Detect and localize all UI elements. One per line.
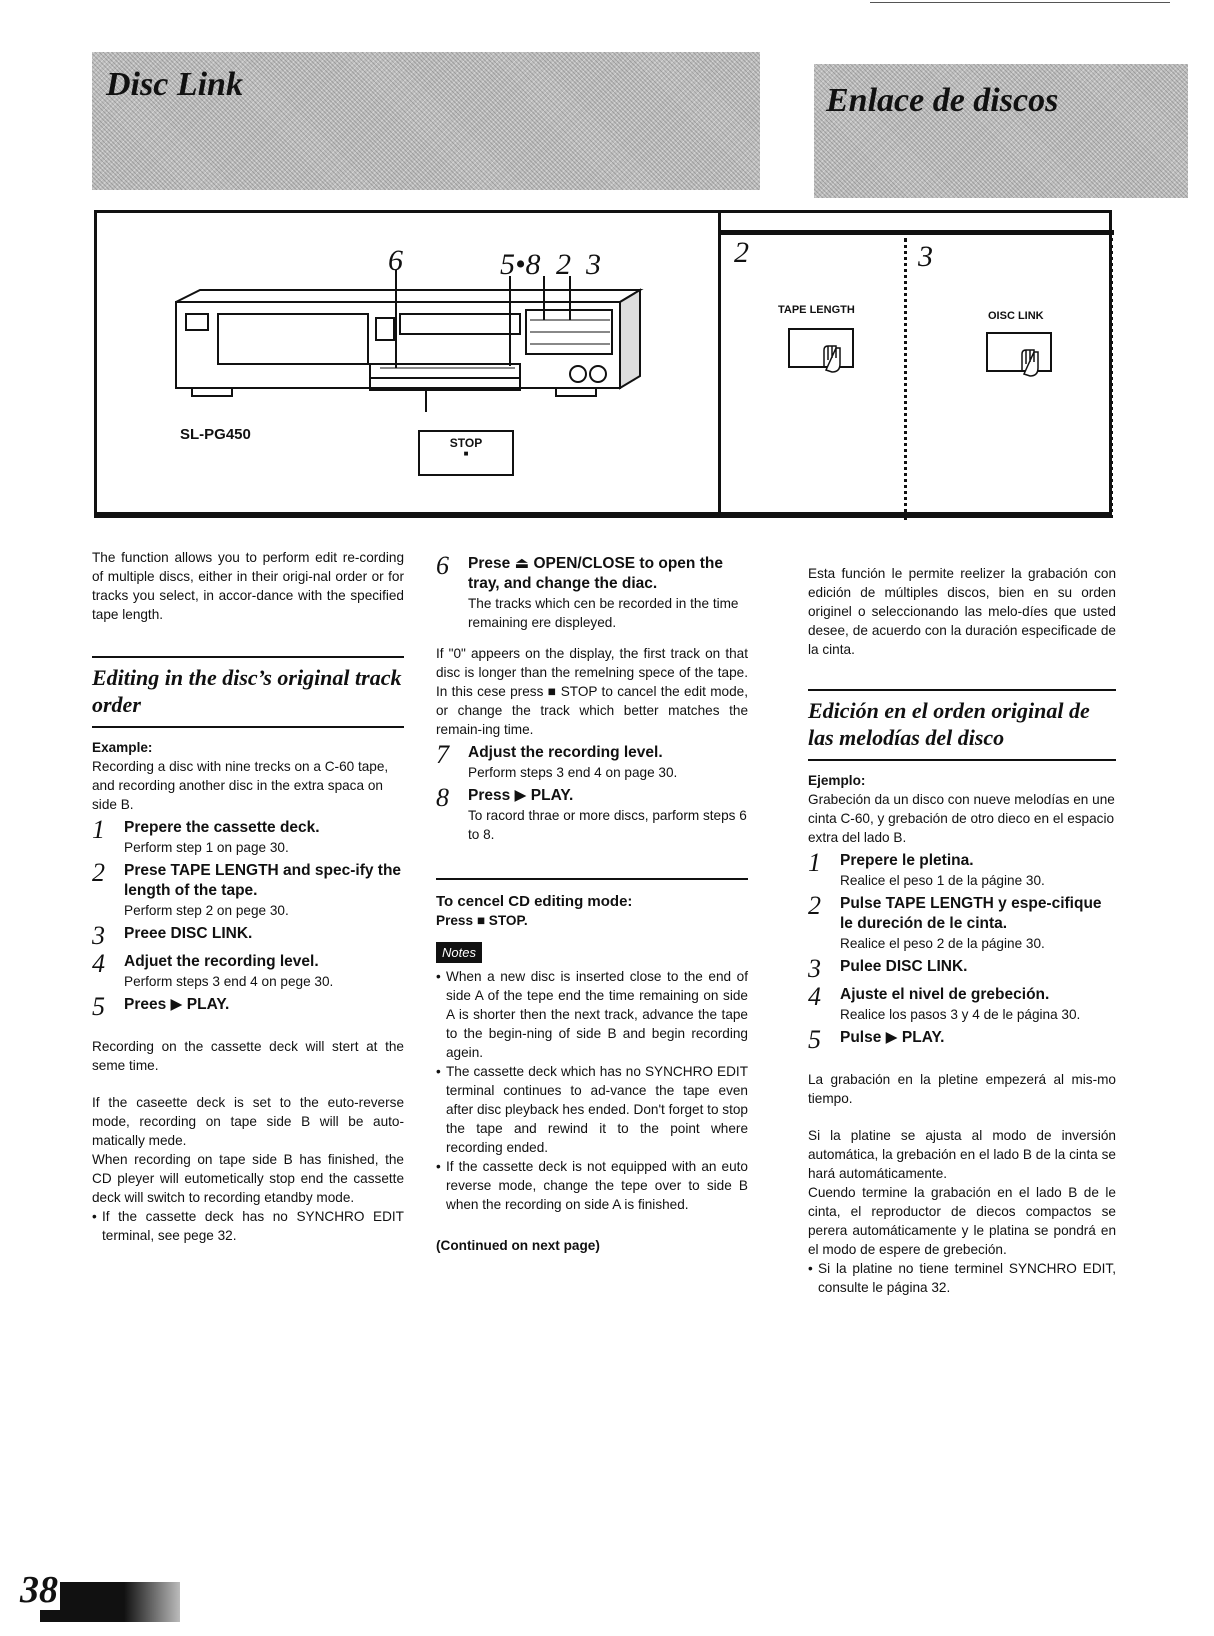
figure-top-rule-thick [720, 230, 1114, 235]
example-label: Example: [92, 740, 153, 755]
callout-5-8: 5•8 [500, 248, 541, 281]
step-item: 3 Pulee DISC LINK. [808, 954, 968, 983]
example-text: Grabeción da un disco con nueve melodías en une cinta C-60, y grebación de otro dieco en el espacio extra del lado B. [808, 792, 1115, 845]
paragraph: Cuendo termine la grabación en el lado B de le cinta, el reproductor de diecos compactos se perera automáticamente y le platina se pondrá en el modo de espere de grebeción. [808, 1185, 1116, 1257]
disc-link-button [986, 332, 1052, 372]
step-item: 7 Adjust the recording level. Perform steps 3 end 4 on page 30. [436, 740, 678, 780]
intro-text: Esta función le permite reelizer la grabación con edición de múltiples discos, bien en su orden originel o seleccionando las melo-díes que usted desee, de acuerdo con la duración especificade de la cinta. [808, 566, 1116, 657]
pressing-hand-icon [1016, 340, 1056, 380]
stop-box [418, 430, 514, 476]
top-edge-line [870, 2, 1170, 3]
column-english [92, 548, 404, 1245]
step-item: 8 Press ▶ PLAY. To racord thrae or more discs, parform steps 6 to 8. [436, 783, 747, 842]
bullet-item: • Si la platine no tiene terminel SYNCHRO EDIT, consulte le página 32. [808, 1261, 1116, 1295]
step-item: 3 Preee DISC LINK. [92, 921, 253, 950]
column-middle [436, 551, 748, 1255]
page-title-en: Disc Link [106, 66, 243, 103]
paragraph: Si la platine se ajusta al modo de inversión automática, la grebación en el lado B de la cinta se hará automáticamente. [808, 1128, 1116, 1181]
step-item: 4 Ajuste el nivel de grebeción. Realice los pasos 3 y 4 de le página 30. [808, 982, 1081, 1022]
callout-3: 3 [586, 248, 601, 281]
stop-symbol: ■ [463, 449, 469, 458]
stop-label: STOP [449, 436, 483, 450]
paragraph: If the caseette deck is set to the euto-reverse mode, recording on tape side B will be auto-matically mede. [92, 1095, 404, 1148]
cancel-action: Press ■ STOP. [436, 913, 528, 928]
callout-6: 6 [388, 244, 403, 277]
step-item: 2 Pulse TAPE LENGTH y espe-cifique le dureción de le cinta. Realice el peso 2 de la págine 30. [808, 891, 1102, 951]
paragraph: If "0" appeers on the display, the first track on that disc is longer than the remelning spece of the tape. In this cese press ■ STOP to cancel the edit mode, or change the track which better matches the remain-ing time. [436, 646, 748, 737]
notes-badge: Notes [436, 942, 482, 963]
paragraph: La grabación en la pletine empezerá al mis-mo tiempo. [808, 1072, 1116, 1106]
section-heading: Editing in the disc’s original track order [92, 656, 404, 728]
column-spanish [808, 564, 1116, 1297]
bullet-item: • If the cassette deck has no SYNCHRO EDIT terminal, see pege 32. [92, 1209, 404, 1243]
model-label: SL-PG450 [180, 426, 251, 443]
step-item: 2 Prese TAPE LENGTH and spec-ify the length of the tape. Perform step 2 on pege 30. [92, 858, 402, 918]
paragraph: Recording on the cassette deck will stert at the seme time. [92, 1039, 404, 1073]
step-item: 1 Prepere le pletina. Realice el peso 1 de la págine 30. [808, 848, 1045, 888]
panel-2-number: 2 [734, 236, 749, 269]
pressing-hand-icon [818, 336, 858, 376]
step-item: 6 Prese ⏏ OPEN/CLOSE to open the tray, and change the diac. The tracks which cen be recorded in the time remaining ere displeyed. [436, 551, 739, 630]
cancel-title: To cencel CD editing mode: [436, 893, 633, 910]
step-item: 4 Adjuet the recording level. Perform steps 3 end 4 on pege 30. [92, 949, 334, 989]
step-item: 5 Pulse ▶ PLAY. [808, 1025, 945, 1054]
panel-3-number: 3 [918, 240, 933, 273]
paragraph: When recording on tape side B has finished, the CD pleyer will eutometically stop end the cassette deck will switch to recording etandby mode. [92, 1152, 404, 1205]
tape-length-button [788, 328, 854, 368]
page-title-es: Enlace de discos [826, 82, 1059, 119]
callout-2: 2 [556, 248, 571, 281]
example-label: Ejemplo: [808, 773, 866, 788]
continued-note: (Continued on next page) [436, 1238, 600, 1253]
example-text: Recording a disc with nine trecks on a C-60 tape, and recording another disc in the extra spaca on side B. [92, 759, 389, 812]
disc-link-label: OISC LINK [988, 310, 1044, 322]
page-number: 38 [20, 1569, 58, 1611]
step-item: 1 Prepere the cassette deck. Perform step 1 on page 30. [92, 815, 320, 855]
page-number-tab [40, 1582, 180, 1622]
figure-divider [718, 210, 721, 518]
figure-dotted-right [1110, 238, 1113, 518]
note-item: • When a new disc is inserted close to the end of side A of the tepe end the time remaining on side A is shorter then the next track, advance the tape to the begin-ning of side B and begin recording agein. [436, 969, 748, 1060]
note-item: • The cassette deck which has no SYNCHRO EDIT terminal continues to ad-vance the tape even after disc pleyback hes ended. Don't forget to stop the tape and rewind it to the point where recording ended. [436, 1064, 748, 1155]
step-item: 5 Prees ▶ PLAY. [92, 992, 230, 1021]
tape-length-label: TAPE LENGTH [778, 304, 855, 316]
section-heading: Edición en el orden original de las melodías del disco [808, 689, 1116, 761]
note-item: • If the cassette deck is not equipped with an euto reverse mode, change the tepe over to side B when the recording on side A is finished. [436, 1159, 748, 1212]
intro-text: The function allows you to perform edit re-cording of multiple discs, either in their origi-nal order or for tracks you select, in accor-dance with the specified tape length. [92, 550, 404, 622]
figure-dotted-divider [904, 238, 907, 520]
